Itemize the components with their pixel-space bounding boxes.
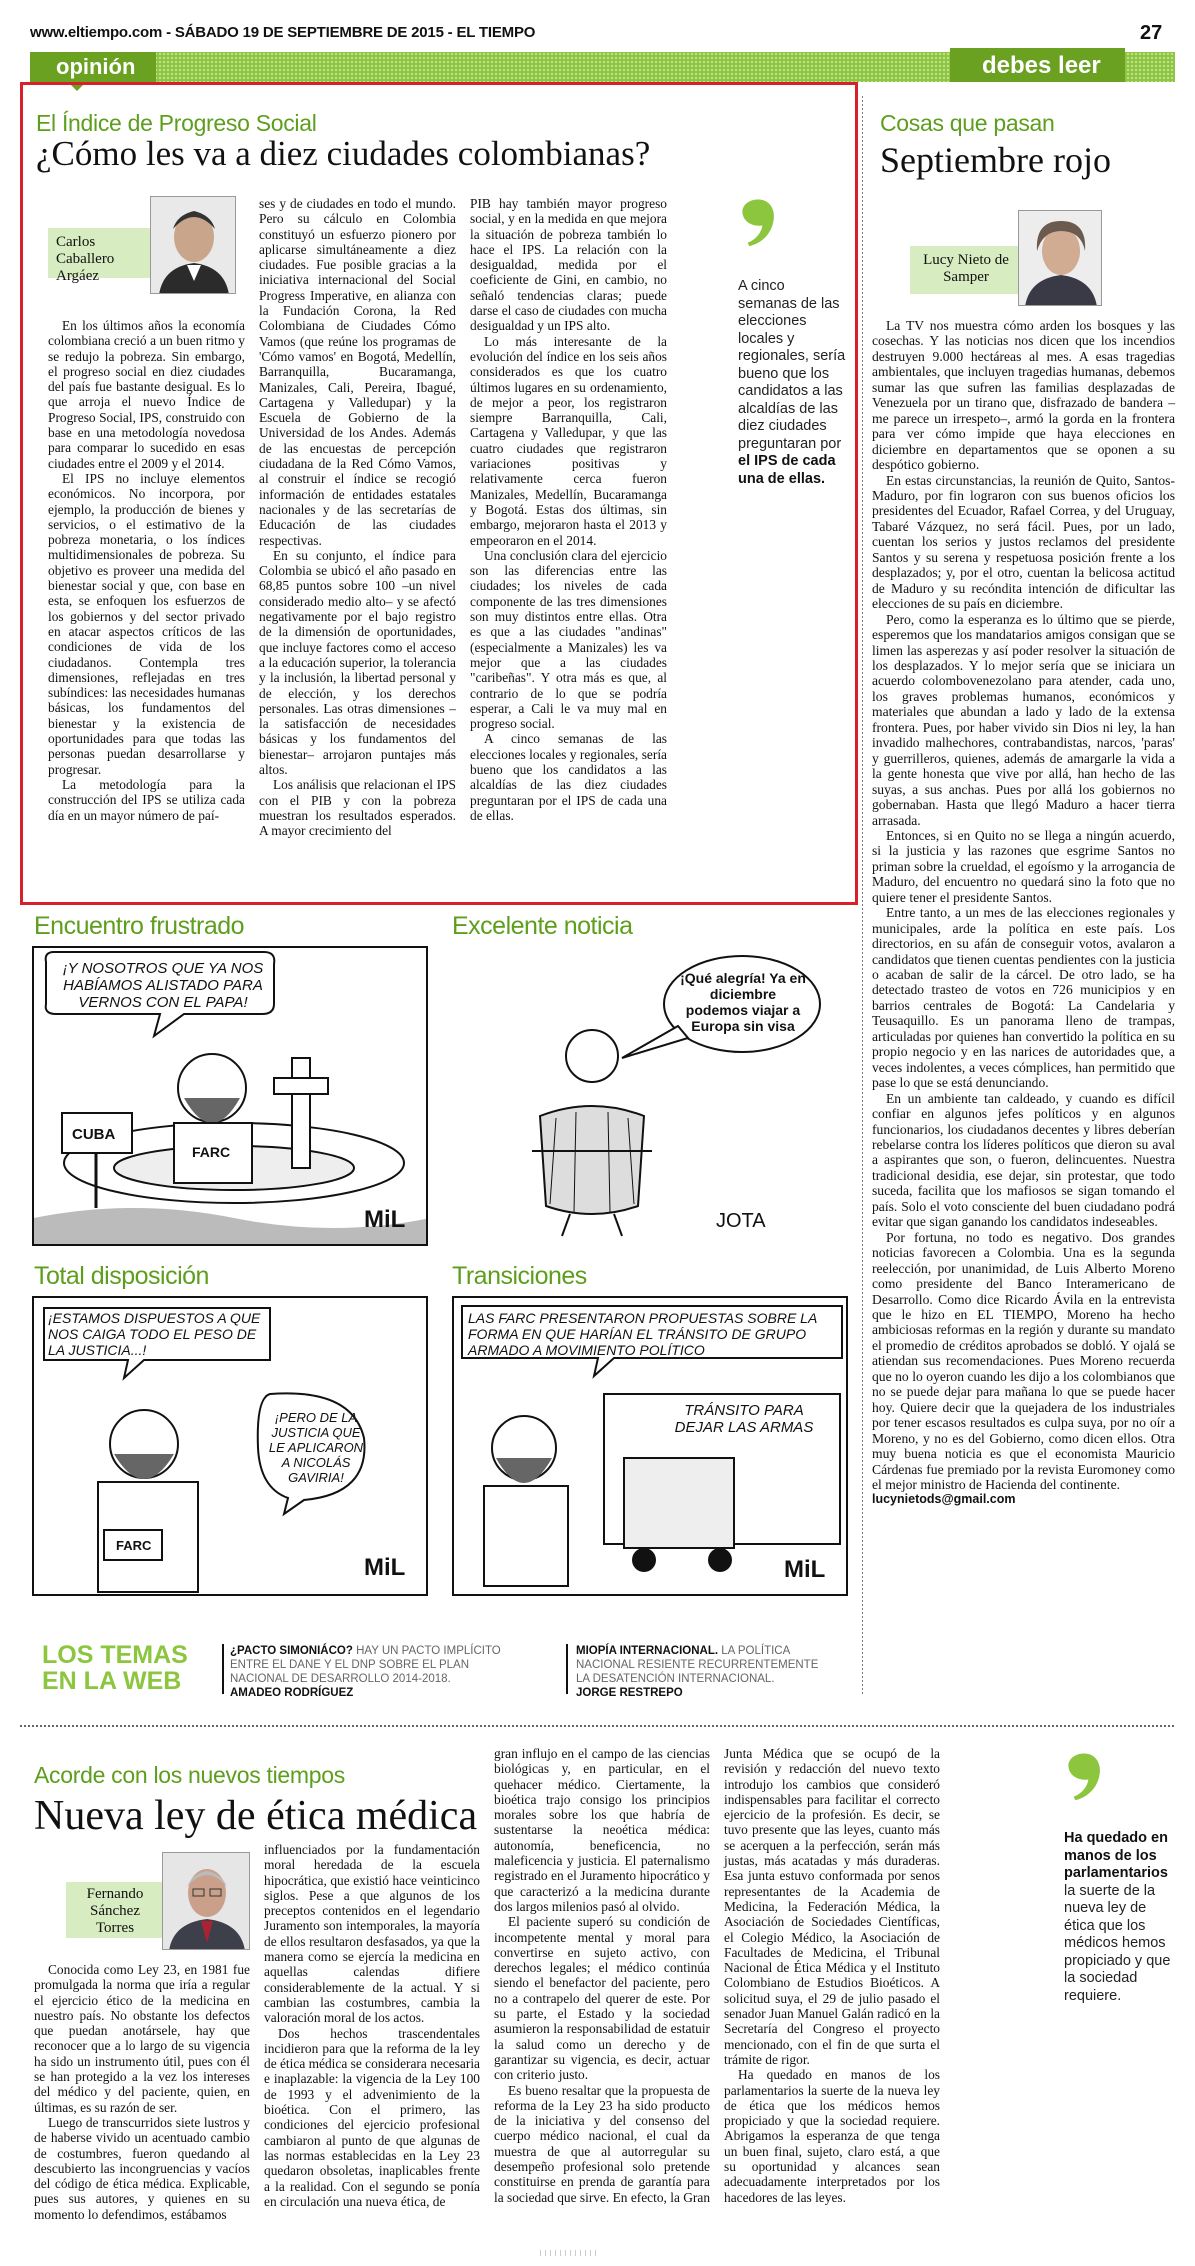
paragraph: En su conjunto, el índice para Colombia se ubicó el año pasado en 68,85 puntos sobre 100 –un nivel considerado medio alto– y se afectó negativamente por el bajo registro de la dimensión de oportunidades, que incluye factores como el acceso a la educación superior, la tolerancia y la inclusión, la libertad personal y de elección, y los derechos personales. Las otras dimensiones –la satisfacción de necesidades básicas y los fundamentos del bienestar– arrojaron puntajes más altos. — [259, 547, 456, 777]
temas-item-2-title[interactable]: MIOPÍA INTERNACIONAL. — [576, 1645, 719, 1657]
bottom-article-col3 — [494, 1746, 710, 2205]
cartoon-label-farc: FARC — [192, 1144, 231, 1160]
bottom-article-author: Fernando Sánchez Torres — [86, 1886, 144, 1936]
paragraph: Una conclusión clara del ejercicio son las diferencias entre las ciudades; los niveles de cada componente de las tres dimensiones son muy distintos entre ellas. Otra es que a las ciudades "andinas" (especialmente a Manizales) les va mejor que a las ciudades "caribeñas". Y otra más es que, al contrario de lo que se podría esperar, a Cali le va muy mal en progreso social. — [470, 547, 667, 732]
paragraph: Pero, como la esperanza es lo último que se pierde, esperemos que los mandatarios amigos consigan que se limen las asperezas y así poder resolver la situación de los desplazados. Y lo mejor sería que se iniciara un acuerdo colombovenezolano para atender, cada uno, los graves problemas humanos, económicos y materiales que abundan a lado y lado de la extensa frontera. Pues, por haber vivido sin Dios ni ley, la han invadido malhechores, contrabandistas, narcos, 'paras' y guerrilleros, quienes, además de amargarle la vida a la gente honesta que vive por allá, han hecho de las suyas, a sus anchas. Pues por allá los gobiernos no gobernaban. Hasta que llegó Maduro a hacer tierra arrasada. — [872, 611, 1175, 828]
fold-mark — [540, 2250, 600, 2256]
temas-item-2-text: LA POLÍTICA NACIONAL RESIENTE RECURRENTEMENTE LA DESATENCIÓN INTERNACIONAL. — [576, 1645, 819, 1685]
paragraph: En un ambiente tan caldeado, y cuando es difícil confiar en algunos jefes políticos y en algunos funcionarios, los ciudadanos decentes y libres deberían rebelarse contra los líderes políticos que dieron su aval a aspirantes que son, o fueron, delincuentes. Nuestra tradicional desidia, ese dejar, sin protestar, que todo suceda, facilita que los mafiosos se sigan tomando el país. Solo el voto consciente del buen ciudadano podrá evitar que sigan ganando los candidatos indeseables. — [872, 1090, 1175, 1230]
bottom-article-col4 — [724, 1746, 940, 2205]
temas-item-1[interactable] — [230, 1644, 520, 1700]
page-number: 27 — [1140, 22, 1163, 44]
paragraph: Luego de transcurridos siete lustros y de haberse vivido un acentuado cambio de costumbres, fueron quedando al descubierto las incongruencias y vacíos del código de ética médica. Explicable, pues sus autores, y quienes en su momento lo defendimos, estábamos — [34, 2114, 250, 2222]
paragraph: Por fortuna, no todo es negativo. Dos grandes noticias favorecen a Colombia. Una es la segunda reelección, por unanimidad, de Luis Alberto Moreno como presidente del Banco Interamericano de Desarrollo. Como dice Ricardo Ávila en la entrevista que le hizo en EL TIEMPO, Moreno ha hecho ambiciosas reformas en la región y durante su mandato el promedio de créditos aprobados se dobló. Y ojalá se atiendan sus recomendaciones. Pues Moreno recuerda que no lo oyeron cuando les dijo a los colombianos que no se puede dejar para mañana lo que se puede hacer hoy. Quiere decir que la quejadera de los industriales por tener escasos resultados es culpa suya, por no oír a Moreno, y no es del Gobierno, como dicen ellos. Otra muy buena noticia es que el economista Mauricio Cárdenas fue premiado por la revista Euromoney como el mejor ministro de Hacienda del continente. — [872, 1229, 1175, 1492]
temas-title-line2: EN LA WEB — [42, 1667, 182, 1695]
main-article-col3 — [470, 196, 667, 823]
cartoon-title-2: Excelente noticia — [452, 912, 633, 940]
paragraph: El IPS no incluye elementos económicos. No incorpora, por ejemplo, la producción de bienes y servicios, o el estimativo de la pobreza monetaria, o los índices multidimensionales de pobreza. Su objetivo es proveer una medida del bienestar social y que, con base en esta, se enfoquen los esfuerzos de los gobiernos y del sector privado en atacar aspectos críticos de las condiciones de vida de los ciudadanos. Contempla tres dimensiones, reflejadas en tres subíndices: las necesidades humanas básicas, los fundamentos del bienestar y la existencia de oportunidades para que todas las personas puedan desarrollarse y progresar. — [48, 470, 245, 777]
cartoon-label-farc: FARC — [116, 1538, 152, 1553]
main-article-col1 — [48, 318, 245, 823]
speech-bubble-text-2: ¡PERO DE LA JUSTICIA QUE LE APLICARON A NICOLÁS GAVIRIA! — [268, 1410, 364, 1485]
cartoon-encuentro-frustrado — [32, 946, 428, 1246]
portrait-icon — [163, 1853, 250, 1950]
paragraph: ses y de ciudades en todo el mundo. Pero su cálculo en Colombia constituyó un esfuerzo pionero por aplicarse simultáneamente a diez ciudades. Fue posible gracias a la iniciativa internacional del Social Progress Imperative, en alianza con la Fundación Corona, la Red Colombiana de Ciudades Cómo Vamos (que reúne los programas de 'Cómo vamos' en Bogotá, Medellín, Barranquilla, Bucaramanga, Manizales, Cali, Pereira, Ibagué, Cartagena y Valledupar) y la Escuela de Gobierno de la Universidad de los Andes. Además de las encuestas de percepción ciudadana de la Red Cómo Vamos, al construir el índice se recogió información de entidades estatales nacionales y de las secretarías de Educación de las ciudades respectivas. — [259, 196, 456, 548]
speech-bubble-text: ¡Qué alegría! Ya en diciembre podemos viajar a Europa sin visa — [680, 970, 806, 1034]
section-divider — [20, 1725, 1175, 1727]
pull-quote-text: la suerte de la nueva ley de ética que los médicos hemos propiciado y que la sociedad requiere. — [1064, 1882, 1171, 2004]
temas-item-2-author: JORGE RESTREPO — [576, 1687, 683, 1699]
temas-item-1-text: HAY UN PACTO IMPLÍCITO ENTRE EL DANE Y EL DNP SOBRE EL PLAN NACIONAL DE DESARROLLO 2014-2018. — [230, 1645, 501, 1685]
paragraph: Entre tanto, a un mes de las elecciones regionales y municipales, arde la política en este país. Los directorios, en su afán de conseguir votos, avalaron a candidatos que tienen cuentas pendientes con la justicia o acaban de salir de la cárcel. De otro lado, se ha detectado trasteo de votos en 726 municipios y en barrios centrales de Bogotá: La Candelaria y Teusaquillo. Es un panorama lleno de trampas, articuladas por quienes han convertido la política en su propio negocio y en las narices de autoridades que, a veces indolentes, a veces cómplices, han permitido que pase lo que se está denunciando. — [872, 905, 1175, 1091]
author-photo-caballero — [150, 196, 236, 294]
bottom-article-kicker: Acorde con los nuevos tiempos — [34, 1762, 345, 1788]
column-rule — [862, 96, 863, 1696]
speech-bubble-text: LAS FARC PRESENTARON PROPUESTAS SOBRE LA FORMA EN QUE HARÍAN EL TRÁNSITO DE GRUPO ARMADO A MOVIMIENTO POLÍTICO — [468, 1310, 817, 1358]
pull-quote-bold: el IPS de cada una de ellas. — [738, 453, 836, 487]
paragraph: Es bueno resaltar que la propuesta de reforma de la Ley 23 ha sido producto de la iniciativa y del consenso del cuerpo médico nacional, el cual da muestra de que al autorregular su desempeño profesional solo pretende constituirse en prenda de garantía para la sociedad que sirve. En efecto, la Gran — [494, 2082, 711, 2205]
paragraph: Ha quedado en manos de los parlamentarios la suerte de la nueva ley de ética que los médicos hemos propiciado y que la sociedad requiere. Abrigamos la esperanza de que tenga un buen final, sujeto, claro está, a que su oportunidad y alcances sean adecuadamente interpretados por los hacedores de las leyes. — [724, 2067, 940, 2205]
cartoon-signature: MiL — [364, 1554, 406, 1581]
main-article-author: Carlos Caballero Argáez — [56, 234, 115, 284]
paragraph: Los análisis que relacionan el IPS con el PIB y con la pobreza muestran los resultados esperados. A mayor crecimiento del — [259, 777, 456, 839]
right-article-kicker: Cosas que pasan — [880, 110, 1055, 136]
main-article-col2 — [259, 196, 456, 838]
cartoon-signature: MiL — [784, 1556, 826, 1583]
author-email: lucynietods@gmail.com — [872, 1492, 1016, 1507]
temas-title — [42, 1642, 188, 1694]
debes-leer-tab: debes leer — [950, 48, 1125, 82]
cartoon-title-3: Total disposición — [34, 1262, 209, 1290]
paragraph: La TV nos muestra cómo arden los bosques y las cosechas. Y las noticias nos dicen que los incendios destruyen 9.000 hectáreas al mes. A esas tragedias ambientales, que incluyen tragedias humanas, debemos sumar las que sufren las familias desplazadas de Venezuela por un tirano que, disfrazado de bandera –me parece un irrespeto–, armó la gorda en la frontera para ver cómo impide que haya elecciones en diciembre en departamentos que se oponen a su despótico gobierno. — [872, 318, 1175, 473]
cartoon-total-disposicion — [32, 1296, 428, 1596]
bottom-pull-quote — [1064, 1830, 1174, 2005]
pull-quote-bold: Ha quedado en manos de los parlamentarios — [1064, 1830, 1168, 1881]
cartoon-signature: MiL — [364, 1206, 406, 1233]
pull-quote-text: A cinco semanas de las elecciones locales y regionales, sería bueno que los candidatos a las alcaldías de las diez ciudades preguntaran por — [738, 278, 846, 452]
paragraph: Entonces, si en Quito no se llega a ningún acuerdo, si la justicia y las razones que esgrime Santos no priman sobre la crueldad, el egoísmo y la arrogancia de Maduro, del encuentro no quedará sino la foto que no quiere tener el presidente Santos. — [872, 827, 1175, 905]
author-photo-nieto — [1018, 210, 1102, 306]
bottom-article-col1 — [34, 1962, 250, 2222]
paragraph: Lo más interesante de la evolución del índice en los seis años considerados es que los cuatro últimos lugares en su ordenamiento, de mejor a peor, los registraron siempre Barranquilla, Cali, Cartagena y Valledupar, y que las cuatro ciudades que registraron variaciones positivas y relativamente cerca fueron Manizales, Medellín, Bucaramanga y Bogotá. Estas dos últimas, sin embargo, mejoraron hasta el 2013 y empeoraron en el 2014. — [470, 333, 667, 548]
paragraph: PIB hay también mayor progreso social, y en la medida en que mejora la situación de pobreza también lo hace el IPS. La relación con la desigualdad, medida por el coeficiente de Gini, en cambio, no señaló tendencias claras; puede darse el caso de ciudades con mucha desigualdad y un IPS alto. — [470, 196, 667, 334]
header-dateline: www.eltiempo.com - SÁBADO 19 DE SEPTIEMBRE DE 2015 - EL TIEMPO — [30, 24, 536, 41]
quote-mark-icon — [1064, 1750, 1104, 1802]
right-article-headline: Septiembre rojo — [880, 140, 1111, 180]
section-label-opinion: opinión — [30, 52, 156, 82]
cartoon-transiciones — [452, 1296, 848, 1596]
right-article-body — [872, 318, 1175, 1508]
temas-en-la-web — [30, 1640, 850, 1700]
main-article-kicker: El Índice de Progreso Social — [36, 110, 317, 136]
quote-mark-icon — [738, 196, 778, 248]
main-article-headline: ¿Cómo les va a diez ciudades colombianas? — [36, 134, 651, 173]
paragraph: Junta Médica que se ocupó de la revisión y redacción del nuevo texto introdujo los cambios que consideró indispensables para facilitar el correcto ejercicio de la profesión. Es decir, se tuvo presente que las leyes, cuanto más se acerquen a la perfección, serán más justas, más acatadas y más duraderas. Esa junta estuvo conformada por senos representantes de la Academia de Medicina, la Federación Médica, la Asociación de Sociedades Científicas, el Colegio Médico, la Asociación de Facultades de Medicina, el Tribunal Nacional de Ética Médica y el Instituto Colombiano de Estudios Bioéticos. A solicitud suya, el 29 de julio pasado el senador Juan Manuel Galán radicó en la Secretaría del Congreso el proyecto mencionado, con el fin de que surta el trámite de rigor. — [724, 1746, 940, 2067]
cartoon-sign-text: TRÁNSITO PARA DEJAR LAS ARMAS — [674, 1402, 814, 1436]
paragraph: La metodología para la construcción del IPS se utiliza cada día en un mayor número de paí- — [48, 776, 245, 823]
cartoon-label-cuba: CUBA — [72, 1126, 116, 1143]
temas-item-2[interactable] — [576, 1644, 826, 1700]
portrait-icon — [151, 197, 236, 294]
paragraph: Conocida como Ley 23, en 1981 fue promulgada la norma que iría a regular el ejercicio ético de la medicina en nuestro país. No obstante los defectos que puedan anotársele, hay que reconocer que a lo largo de su vigencia ha sido un instrumento útil, pues con él se han protegido a la vez los intereses del médico y del paciente, quien, en últimas, es su razón de ser. — [34, 1962, 250, 2115]
temas-item-1-author: AMADEO RODRÍGUEZ — [230, 1687, 354, 1699]
portrait-icon — [1019, 211, 1102, 306]
cartoon-excelente-noticia — [452, 946, 848, 1246]
paragraph: En los últimos años la economía colombiana creció a un buen ritmo y se redujo la pobreza. Sin embargo, el progreso social en diez ciudades del país fue bastante desigual. Es lo que arroja el nuevo Índice de Progreso Social, IPS, construido con base en una metodología novedosa para comparar lo sucedido en esas ciudades entre el 2009 y el 2014. — [48, 318, 245, 471]
bottom-article-col2 — [264, 1842, 480, 2209]
paragraph: influenciados por la fundamentación moral heredada de la escuela hipocrática, que existió hace veinticinco siglos. Pese a que algunos de los preceptos contenidos en el legendario Juramento son intemporales, la mayoría de ellos resultaron desfasados, ya que la manera como se ejercía la medicina en aquellas calendas difiere considerablemente de la actual. Y si cambian las costumbres, cambia la valoración moral de los actos. — [264, 1842, 480, 2026]
bottom-article-headline: Nueva ley de ética médica — [34, 1793, 478, 1839]
cartoon-title-1: Encuentro frustrado — [34, 912, 245, 940]
author-photo-sanchez — [162, 1852, 250, 1950]
page-header — [0, 0, 1195, 82]
main-pull-quote — [738, 278, 846, 488]
paragraph: En estas circunstancias, la reunión de Quito, Santos-Maduro, por fin lograron con sus buenos oficios los presidentes del Ecuador, Rafael Correa, y del Uruguay, Tabaré Vázquez, no será fácil. Pues, por un lado, cuentan los serios y justos reclamos del presidente Santos y su serena y respetuosa posición frente a los desplazados; y, por el otro, cuentan la belicosa actitud de Maduro y su recóndita intención de dificultar las elecciones de su país en diciembre. — [872, 472, 1175, 612]
paragraph: Dos hechos trascendentales incidieron para que la reforma de la ley de ética médica se considerara necesaria e inaplazable: la vigencia de la Ley 100 de 1993 y el advenimiento de la bioética. Con el primero, las condiciones del ejercicio profesional cambiaron al punto de que algunas de las normas establecidas en la Ley 23 quedaron obsoletas, inaplicables frente a la realidad. Con el segundo se ponía en circulación una nueva ética, de — [264, 2025, 480, 2209]
temas-title-line1: LOS TEMAS — [42, 1641, 188, 1669]
speech-bubble-text: ¡ESTAMOS DISPUESTOS A QUE NOS CAIGA TODO EL PESO DE LA JUSTICIA...! — [48, 1310, 261, 1358]
speech-bubble-text: ¡Y NOSOTROS QUE YA NOS HABÍAMOS ALISTADO PARA VERNOS CON EL PAPA! — [62, 960, 264, 1011]
paragraph: A cinco semanas de las elecciones locales y regionales, sería bueno que los candidatos a las alcaldías de las diez ciudades preguntaran por el IPS de cada una de ellas. — [470, 731, 667, 823]
divider — [566, 1644, 568, 1694]
cartoon-title-4: Transiciones — [452, 1262, 587, 1290]
paragraph: gran influjo en el campo de las ciencias biológicas y, en particular, en el quehacer médico. Ciertamente, la bioética trajo consigo los principios morales sobre los que habría de sustentarse la neoética médica: autonomía, beneficencia, no maleficencia y justicia. El paternalismo registrado en el Juramento hipocrático y que caracterizó a la medicina durante dos largos milenios pasó al olvido. — [494, 1746, 710, 1914]
divider — [222, 1644, 224, 1694]
right-article-author: Lucy Nieto de Samper — [923, 252, 1009, 285]
cartoon-signature: JOTA — [716, 1210, 766, 1232]
temas-item-1-title[interactable]: ¿PACTO SIMONIÁCO? — [230, 1645, 353, 1657]
paragraph: El paciente superó su condición de incompetente mental y moral para convertirse en sujeto activo, con derechos legales; el médico continúa siendo el benefactor del paciente, pero no a contrapelo del querer de este. Por su parte, el Estado y la sociedad asumieron la responsabilidad de estatuir la salud como un derecho y de garantizar su vigencia, es decir, actuar con criterio justo. — [494, 1914, 710, 2083]
